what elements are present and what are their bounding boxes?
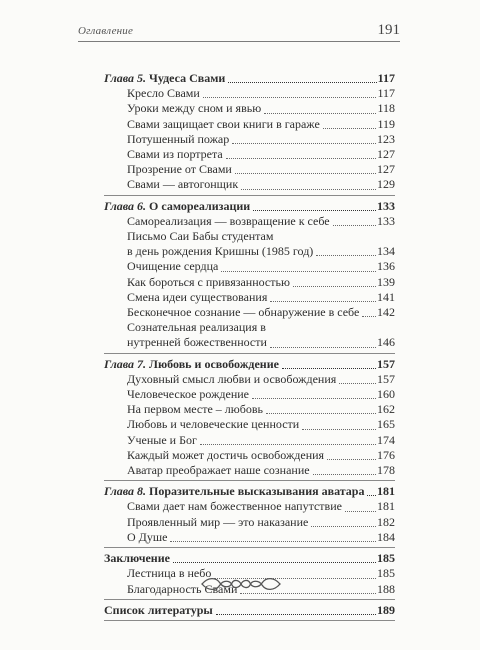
toc-entry-row[interactable] bbox=[104, 320, 395, 350]
dot-leader bbox=[311, 526, 376, 527]
toc-chapter-row[interactable] bbox=[104, 199, 395, 214]
dot-leader bbox=[253, 210, 376, 211]
toc-entry-row[interactable] bbox=[104, 117, 395, 132]
toc-entry-row[interactable] bbox=[104, 162, 395, 177]
toc-separator bbox=[104, 547, 395, 548]
toc-page-number: 188 bbox=[377, 581, 395, 596]
dot-leader bbox=[302, 429, 376, 430]
toc-page-number: 185 bbox=[377, 551, 395, 566]
toc-entry-row[interactable] bbox=[104, 132, 395, 147]
toc-entry-title: Свами защищает свои книги в гараже bbox=[127, 116, 320, 131]
dot-leader bbox=[333, 225, 376, 226]
toc-page-number: 139 bbox=[377, 274, 395, 289]
toc-entry-title: Бесконечное сознание — обнаружение в себе bbox=[127, 305, 360, 320]
toc-page-number: 119 bbox=[377, 116, 395, 131]
toc-entry-title: Смена идеи существования bbox=[127, 289, 268, 304]
toc-entry-title: Лестница в небо bbox=[127, 566, 212, 581]
toc-entry-row[interactable] bbox=[104, 259, 395, 274]
toc-entry-title: Человеческое рождение bbox=[127, 387, 250, 402]
chapter-number: Глава 6. bbox=[104, 198, 147, 213]
toc-page-number: 117 bbox=[377, 71, 395, 85]
dot-leader bbox=[228, 82, 376, 83]
toc-entry-row[interactable] bbox=[104, 515, 395, 530]
dot-leader bbox=[367, 495, 376, 496]
toc-page-number: 176 bbox=[377, 447, 395, 462]
toc-separator bbox=[104, 353, 395, 354]
toc-entry-title: Каждый может достичь освобождения bbox=[127, 447, 325, 462]
toc-entry-row[interactable] bbox=[104, 530, 395, 545]
toc-entry-title bbox=[127, 229, 313, 259]
toc-page-number: 129 bbox=[377, 177, 395, 192]
dot-leader bbox=[316, 255, 376, 256]
dot-leader bbox=[252, 398, 376, 399]
toc-page-number: 142 bbox=[377, 305, 395, 320]
toc-entry-row[interactable] bbox=[104, 387, 395, 402]
toc-chapter-title bbox=[104, 551, 170, 566]
toc-entry-title: Очищение сердца bbox=[127, 259, 219, 274]
toc-entry-row[interactable] bbox=[104, 448, 395, 463]
dot-leader bbox=[362, 316, 376, 317]
toc-page-number: 133 bbox=[377, 198, 395, 213]
toc-chapter-row[interactable] bbox=[104, 603, 395, 618]
toc-entry-title: Аватар преображает наше сознание bbox=[127, 463, 310, 478]
chapter-title: Поразительные высказывания аватара bbox=[149, 484, 365, 499]
dot-leader bbox=[266, 413, 376, 414]
chapter-title: Любовь и освобождение bbox=[149, 356, 279, 371]
dot-leader bbox=[345, 511, 376, 512]
toc-entry-row[interactable] bbox=[104, 499, 395, 514]
toc-entry-title: На первом месте – любовь bbox=[127, 402, 264, 417]
entry-title-line-1: Письмо Саи Бабы студентам bbox=[127, 229, 274, 244]
toc-chapter-title bbox=[104, 357, 279, 372]
toc-entry-title: Уроки между сном и явью bbox=[127, 101, 262, 116]
entry-title-line-2: в день рождения Кришны (1985 год) bbox=[127, 244, 314, 259]
toc-entry-row[interactable] bbox=[104, 372, 395, 387]
toc-end-separator bbox=[104, 620, 395, 621]
toc-entry-row[interactable] bbox=[104, 402, 395, 417]
chapter-number: Глава 5. bbox=[104, 71, 147, 85]
dot-leader bbox=[226, 158, 376, 159]
toc-entry-title bbox=[127, 320, 267, 350]
toc-separator bbox=[104, 599, 395, 600]
toc-page-number: 189 bbox=[377, 602, 395, 617]
toc-entry-row[interactable] bbox=[104, 147, 395, 162]
toc-entry-title: Свами — автогонщик bbox=[127, 177, 239, 192]
toc-page-number: 134 bbox=[377, 244, 395, 259]
page-number: 191 bbox=[377, 22, 400, 38]
toc-entry-title: Проявленный мир — это наказание bbox=[127, 514, 309, 529]
toc-chapter-title bbox=[104, 71, 225, 86]
table-of-contents bbox=[104, 71, 395, 624]
toc-entry-title: Ученые и Бог bbox=[127, 432, 197, 447]
toc-page-number: 157 bbox=[377, 356, 395, 371]
toc-entry-row[interactable] bbox=[104, 101, 395, 116]
dot-leader bbox=[270, 347, 376, 348]
dot-leader bbox=[232, 143, 376, 144]
toc-page-number: 162 bbox=[377, 402, 395, 417]
toc-chapter-row[interactable] bbox=[104, 357, 395, 372]
toc-page-number: 118 bbox=[377, 101, 395, 116]
toc-page-number: 127 bbox=[377, 162, 395, 177]
toc-page-number: 181 bbox=[377, 499, 395, 514]
toc-page-number: 146 bbox=[377, 335, 395, 350]
toc-separator bbox=[104, 480, 395, 481]
toc-separator bbox=[104, 195, 395, 196]
dot-leader bbox=[339, 383, 376, 384]
toc-entry-row[interactable] bbox=[104, 214, 395, 229]
toc-entry-title: Духовный смысл любви и освобождения bbox=[127, 371, 337, 386]
toc-entry-row[interactable] bbox=[104, 229, 395, 259]
toc-entry-title: Как бороться с привязанностью bbox=[127, 274, 290, 289]
toc-page-number: 178 bbox=[377, 463, 395, 478]
dot-leader bbox=[264, 113, 376, 114]
dot-leader bbox=[282, 368, 376, 369]
flourish-ornament-icon bbox=[198, 574, 284, 594]
toc-entry-title: О Душе bbox=[127, 529, 168, 544]
toc-page-number: 127 bbox=[377, 147, 395, 162]
toc-entry-title: Свами дает нам божественное напутствие bbox=[127, 499, 342, 514]
toc-entry-row[interactable] bbox=[104, 463, 395, 478]
dot-leader bbox=[241, 189, 376, 190]
toc-page-number: 165 bbox=[377, 417, 395, 432]
dot-leader bbox=[200, 444, 376, 445]
dot-leader bbox=[173, 562, 376, 563]
toc-page-number: 136 bbox=[377, 259, 395, 274]
toc-page-number: 133 bbox=[377, 213, 395, 228]
toc-chapter-row[interactable] bbox=[104, 551, 395, 566]
toc-entry-row[interactable] bbox=[104, 177, 395, 192]
dot-leader bbox=[293, 286, 376, 287]
toc-chapter-title bbox=[104, 484, 364, 499]
toc-entry-row[interactable] bbox=[104, 275, 395, 290]
dot-leader bbox=[327, 459, 376, 460]
toc-entry-title: Самореализация — возвращение к себе bbox=[127, 213, 330, 228]
entry-title-line-2: нутренней божественности bbox=[127, 335, 267, 350]
toc-page-number: 160 bbox=[377, 387, 395, 402]
toc-page-number: 184 bbox=[377, 529, 395, 544]
toc-chapter-row[interactable] bbox=[104, 71, 395, 86]
toc-page-number: 181 bbox=[377, 484, 395, 499]
chapter-number: Глава 7. bbox=[104, 356, 147, 371]
entry-title-line-1: Сознательная реализация в bbox=[127, 320, 266, 335]
chapter-title: Чудеса Свами bbox=[149, 71, 226, 85]
toc-page-number: 182 bbox=[377, 514, 395, 529]
toc-page-number: 174 bbox=[377, 432, 395, 447]
dot-leader bbox=[235, 173, 376, 174]
running-head bbox=[78, 19, 400, 42]
toc-entry-title: Прозрение от Свами bbox=[127, 162, 232, 177]
toc-page-number: 117 bbox=[377, 86, 395, 101]
dot-leader bbox=[270, 301, 376, 302]
toc-entry-row[interactable] bbox=[104, 86, 395, 101]
toc-entry-title: Потушенный пожар bbox=[127, 131, 230, 146]
running-head-title: Оглавление bbox=[78, 25, 134, 37]
toc-chapter-row[interactable] bbox=[104, 484, 395, 499]
toc-entry-title: Благодарность Свами bbox=[127, 581, 238, 596]
toc-entry-row[interactable] bbox=[104, 305, 395, 320]
dot-leader bbox=[170, 541, 376, 542]
dot-leader bbox=[221, 271, 376, 272]
dot-leader bbox=[313, 474, 376, 475]
toc-page-number: 141 bbox=[377, 289, 395, 304]
toc-entry-row[interactable] bbox=[104, 433, 395, 448]
toc-page-number: 157 bbox=[377, 371, 395, 386]
dot-leader bbox=[216, 614, 376, 615]
toc-entry-title: Кресло Свами bbox=[127, 86, 200, 101]
toc-entry-title: Свами из портрета bbox=[127, 147, 223, 162]
chapter-number: Глава 8. bbox=[104, 484, 147, 499]
dot-leader bbox=[203, 97, 377, 98]
toc-page-number: 123 bbox=[377, 131, 395, 146]
toc-chapter-title bbox=[104, 199, 250, 214]
dot-leader bbox=[323, 128, 377, 129]
chapter-title: Список литературы bbox=[104, 602, 213, 617]
toc-entry-row[interactable] bbox=[104, 290, 395, 305]
toc-page-number: 185 bbox=[377, 566, 395, 581]
toc-entry-row[interactable] bbox=[104, 417, 395, 432]
toc-entry-title: Любовь и человеческие ценности bbox=[127, 417, 300, 432]
toc-chapter-title bbox=[104, 603, 213, 618]
chapter-title: О самореализации bbox=[149, 198, 251, 213]
chapter-title: Заключение bbox=[104, 551, 170, 566]
